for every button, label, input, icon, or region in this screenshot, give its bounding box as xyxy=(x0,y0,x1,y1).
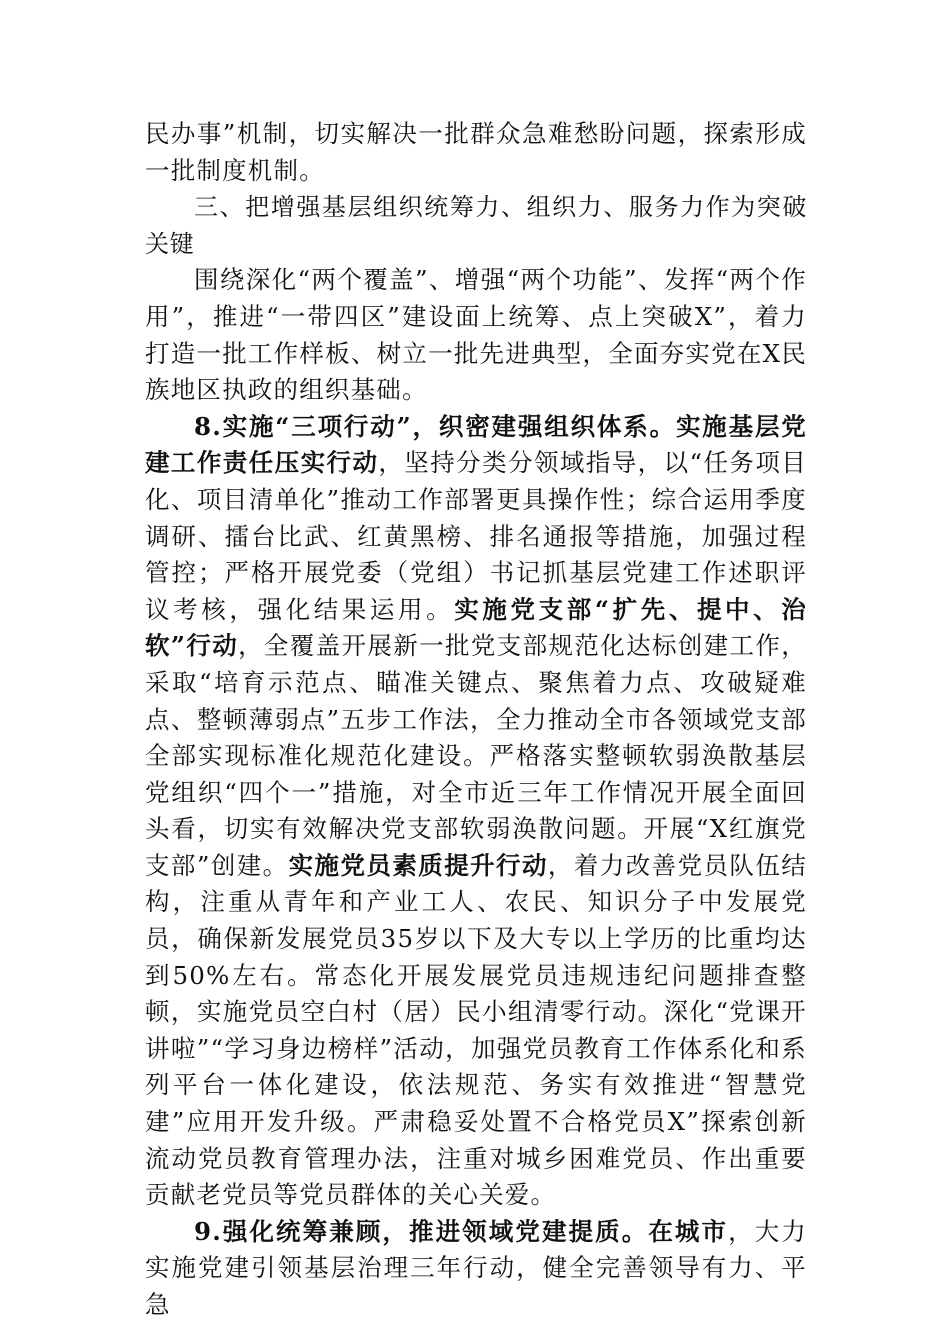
item-8-title: 8.实施“三项行动”，织密建强组织体系。 xyxy=(194,411,676,441)
document-page xyxy=(145,116,807,1324)
item-8-sub3-title: 实施党员素质提升行动 xyxy=(288,850,548,880)
item-9-sub1-title: 在城市 xyxy=(648,1216,729,1246)
item-9-sub1-text: ，大力实施党建引领基层治理三年行动，健全完善领导有力、平急 xyxy=(145,1216,807,1319)
paragraph-continuation: 民办事”机制，切实解决一批群众急难愁盼问题，探索形成一批制度机制。 xyxy=(145,119,807,185)
item-8-sub2-text: ，全覆盖开展新一批党支部规范化达标创建工作，采取“培育示范点、瞄准关键点、聚焦着力点、攻破疑难点、整顿薄弱点”五步工作法，全力推动全市各领域党支部全部实现标准化规范化建设。严格落实整顿软弱涣散基层党组织“四个一”措施，对全市近三年工作情况开展全面回头看，切实有效解决党支部软弱涣散问题。开展“X红旗党支部”创建。 xyxy=(145,631,807,880)
item-8-sub2-title: 实施党支部“扩先、提中、治软”行动 xyxy=(145,594,807,661)
item-8-sub1-title: 实施基层党建工作责任压实行动 xyxy=(145,411,807,478)
item-8-paragraph xyxy=(145,409,807,1214)
item-8-sub1-text: ，坚持分类分领域指导，以“任务项目化、项目清单化”推动工作部署更具操作性；综合运用季度调研、擂台比武、红黄黑榜、排名通报等措施，加强过程管控；严格开展党委（党组）书记抓基层党建工作述职评议考核，强化结果运用。 xyxy=(145,448,807,624)
item-9-paragraph xyxy=(145,1214,807,1324)
section-3-intro: 围绕深化“两个覆盖”、增强“两个功能”、发挥“两个作用”，推进“一带四区”建设面上统筹、点上突破X”，着力打造一批工作样板、树立一批先进典型，全面夯实党在X民族地区执政的组织基础。 xyxy=(145,265,807,405)
item-8-sub3-text: ，着力改善党员队伍结构，注重从青年和产业工人、农民、知识分子中发展党员，确保新发展党员35岁以下及大专以上学历的比重均达到50%左右。常态化开展发展党员违规违纪问题排查整顿，实施党员空白村（居）民小组清零行动。深化“党课开讲啦”“学习身边榜样”活动，加强党员教育工作体系化和系列平台一体化建设，依法规范、务实有效推进“智慧党建”应用开发升级。严肃稳妥处置不合格党员X”探索创新流动党员教育管理办法，注重对城乡困难党员、作出重要贡献老党员等党员群体的关心关爱。 xyxy=(145,850,807,1210)
item-9-title: 9.强化统筹兼顾，推进领域党建提质。 xyxy=(194,1216,649,1246)
section-heading-3: 三、把增强基层组织统筹力、组织力、服务力作为突破关键 xyxy=(145,193,807,258)
